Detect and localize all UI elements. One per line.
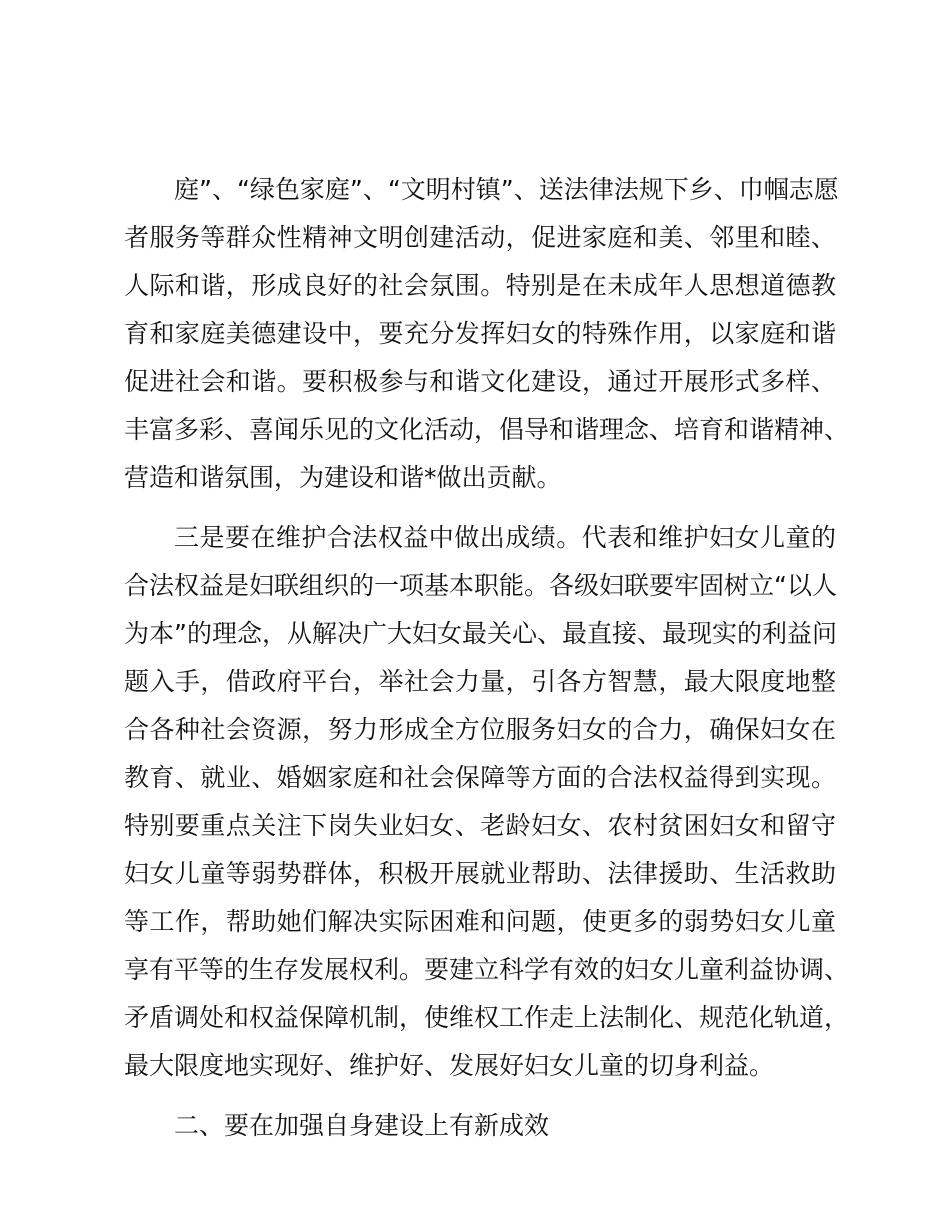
- text-line: 人际和谐，形成良好的社会氛围。特别是在未成年人思想道德教: [124, 271, 836, 300]
- section-heading: 二、要在加强自身建设上有新成效: [174, 1111, 550, 1140]
- text-line: 最大限度地实现好、维护好、发展好妇女儿童的切身利益。: [124, 1051, 775, 1080]
- text-line: 合法权益是妇联组织的一项基本职能。各级妇联要牢固树立“以人: [124, 571, 837, 600]
- text-line: 等工作，帮助她们解决实际困难和问题，使更多的弱势妇女儿童: [124, 907, 836, 936]
- text-line: 妇女儿童等弱势群体，积极开展就业帮助、法律援助、生活救助: [124, 859, 836, 888]
- text-line: 合各种社会资源，努力形成全方位服务妇女的合力，确保妇女在: [124, 715, 836, 744]
- text-line: 矛盾调处和权益保障机制，使维权工作走上法制化、规范化轨道，: [124, 1003, 850, 1032]
- text-line: 享有平等的生存发展权利。要建立科学有效的妇女儿童利益协调、: [124, 955, 850, 984]
- text-line: 促进社会和谐。要积极参与和谐文化建设，通过开展形式多样、: [124, 367, 836, 396]
- paragraph-2: [124, 514, 850, 1090]
- text-line: 丰富多彩、喜闻乐见的文化活动，倡导和谐理念、培育和谐精神、: [124, 415, 850, 444]
- text-line: 营造和谐氛围，为建设和谐*做出贡献。: [124, 463, 562, 492]
- text-line: 育和家庭美德建设中，要充分发挥妇女的特殊作用，以家庭和谐: [124, 319, 836, 348]
- text-line: 三是要在维护合法权益中做出成绩。代表和维护妇女儿童的: [174, 523, 836, 552]
- text-line: 特别要重点关注下岗失业妇女、老龄妇女、农村贫困妇女和留守: [124, 811, 836, 840]
- document-page: [124, 166, 850, 1150]
- text-line: 为本”的理念，从解决广大妇女最关心、最直接、最现实的利益问: [124, 619, 837, 648]
- text-line: 题入手，借政府平台，举社会力量，引各方智慧，最大限度地整: [124, 667, 836, 696]
- text-line: 者服务等群众性精神文明创建活动，促进家庭和美、邻里和睦、: [124, 223, 836, 252]
- text-line: 教育、就业、婚姻家庭和社会保障等方面的合法权益得到实现。: [124, 763, 836, 792]
- paragraph-1: [124, 166, 850, 502]
- text-line: 庭”、“绿色家庭”、“文明村镇”、送法律法规下乡、巾帼志愿: [174, 175, 839, 204]
